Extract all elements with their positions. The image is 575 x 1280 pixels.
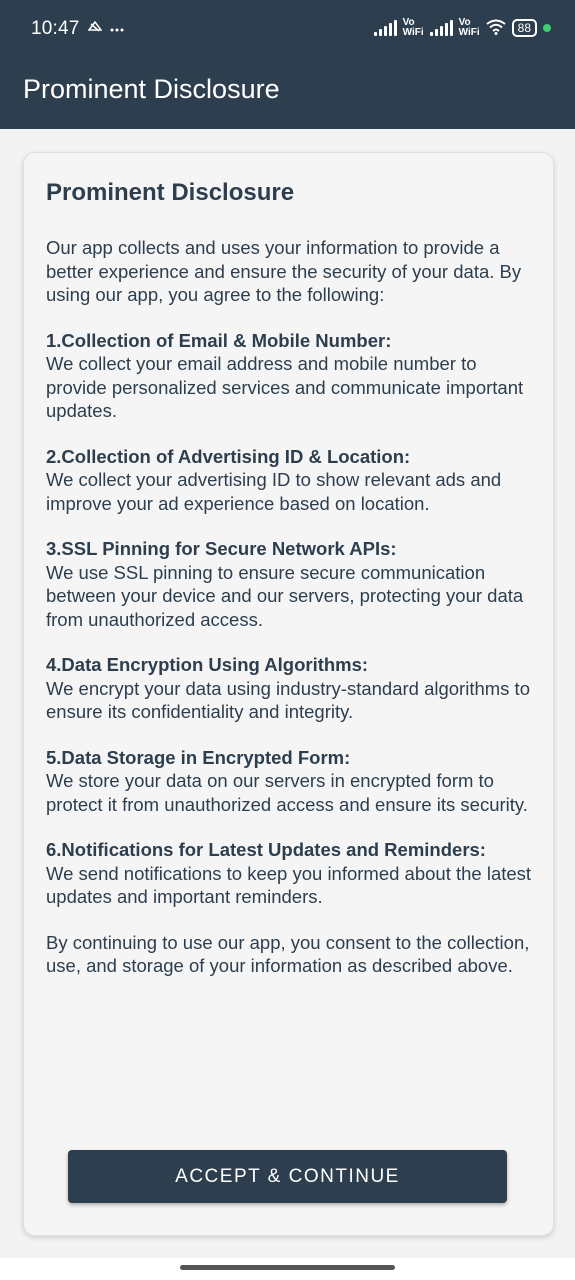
section-heading: 4.Data Encryption Using Algorithms:: [46, 654, 369, 675]
disclosure-section: [46, 838, 536, 909]
notification-icon: [88, 19, 102, 37]
page-title: Prominent Disclosure: [23, 74, 280, 104]
status-left-icons: [88, 19, 124, 37]
signal-icon: [374, 20, 397, 36]
status-bar: [0, 0, 575, 58]
intro-paragraph: Our app collects and uses your information to provide a better experience and ensure the security of your data. By using our app, you agree to the following:: [46, 237, 522, 305]
status-time: 10:47: [31, 18, 80, 39]
section-heading: 2.Collection of Advertising ID & Location:: [46, 445, 411, 467]
disclosure-card: [23, 152, 554, 1236]
disclosure-section: [46, 746, 536, 817]
section-body: We send notifications to keep you informed about the latest updates and important reminders.: [46, 862, 532, 907]
more-dots-icon: [110, 19, 124, 37]
home-gesture-handle[interactable]: [180, 1265, 395, 1270]
section-body: We encrypt your data using industry-standard algorithms to ensure its confidentiality and integrity.: [46, 677, 530, 722]
accept-continue-button[interactable]: ACCEPT & CONTINUE: [68, 1150, 507, 1203]
section-heading: 3.SSL Pinning for Secure Network APIs:: [46, 538, 397, 559]
vowifi-label: Vo WiFi: [458, 17, 480, 38]
card-title: Prominent Disclosure: [46, 179, 295, 206]
disclosure-section: [46, 537, 536, 631]
section-body: We collect your email address and mobile number to provide personalized services and communicate important updates.: [46, 353, 524, 421]
closing-paragraph: By continuing to use our app, you consent to the collection, use, and storage of your information as described above.: [46, 931, 530, 976]
disclosure-section: [46, 329, 536, 423]
signal-icon: [430, 20, 453, 36]
battery-indicator: 88: [512, 19, 537, 37]
disclosure-section: [46, 653, 536, 724]
section-body: We use SSL pinning to ensure secure communication between your device and our servers, protecting your data from unauthorized access.: [46, 561, 524, 630]
vowifi-label: Vo WiFi: [402, 17, 424, 38]
disclosure-text: [46, 236, 536, 1000]
section-heading: 5.Data Storage in Encrypted Form:: [46, 746, 351, 768]
section-heading: 1.Collection of Email & Mobile Number:: [46, 329, 392, 351]
app-header: [0, 0, 575, 129]
wifi-icon: [486, 19, 506, 38]
privacy-indicator-dot: [543, 24, 551, 32]
status-right-icons: [374, 18, 551, 38]
disclosure-section: [46, 445, 536, 516]
section-body: We collect your advertising ID to show relevant ads and improve your ad experience based on location.: [46, 469, 502, 514]
section-heading: 6.Notifications for Latest Updates and Reminders:: [46, 839, 486, 860]
section-body: We store your data on our servers in encrypted form to protect it from unauthorized access and ensure its security.: [46, 770, 528, 815]
